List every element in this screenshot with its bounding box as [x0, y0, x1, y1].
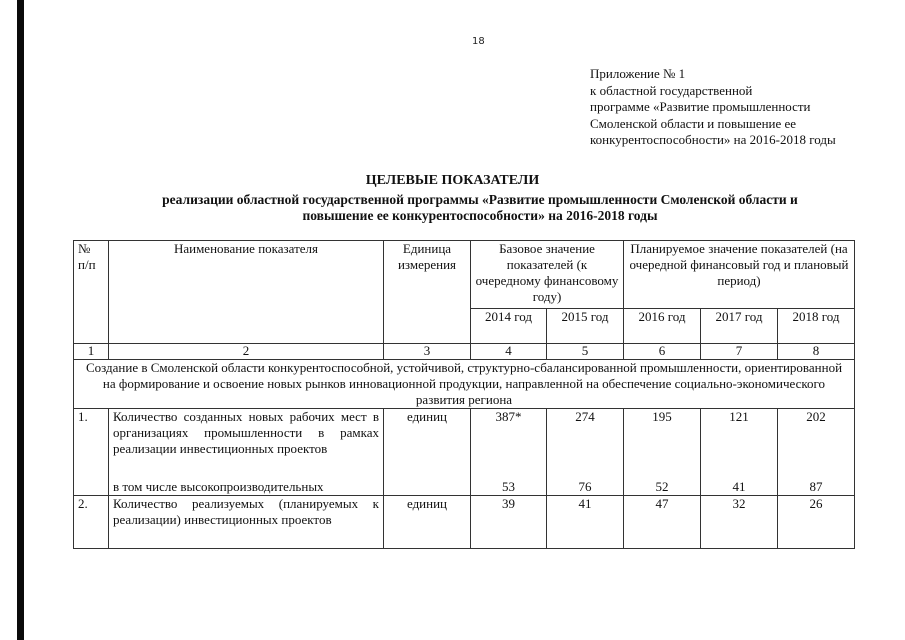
value: 47: [624, 496, 701, 549]
column-number: 3: [384, 344, 471, 360]
indicator-sub-name: в том числе высокопроизводительных: [113, 479, 324, 494]
row-unit: единиц: [384, 496, 471, 549]
indicators-table: [73, 240, 855, 549]
column-number-row: [74, 344, 855, 360]
sub-value: 76: [578, 479, 592, 494]
value: 387*: [495, 409, 522, 424]
column-number: 6: [624, 344, 701, 360]
column-number: 4: [471, 344, 547, 360]
value: 39: [471, 496, 547, 549]
sub-value: 53: [502, 479, 515, 494]
sub-value: 41: [732, 479, 746, 494]
header-year-2014: 2014 год: [471, 309, 547, 344]
table-row: [74, 496, 855, 549]
section-title: Создание в Смоленской области конкурентоспособной, устойчивой, структурно-сбалансированной промышленности, ориентированной на формирование и освоение новых рынков инновационной продукции, направленной на обеспечение социально-экономического развития региона: [74, 360, 855, 409]
header-name: Наименование показателя: [109, 241, 384, 344]
column-number: 2: [109, 344, 384, 360]
value-cell: [624, 409, 701, 496]
value: 274: [575, 409, 595, 424]
table-row: [74, 409, 855, 496]
indicator-name: Количество реализуемых (планируемых к реализации) инвестиционных проектов: [109, 496, 384, 549]
appendix-line: Приложение № 1: [590, 66, 686, 81]
value: 202: [806, 409, 826, 424]
header-base-value: Базовое значение показателей (к очередному финансовому году): [471, 241, 624, 309]
column-number: 1: [74, 344, 109, 360]
row-number: 1.: [74, 409, 109, 496]
value-cell: [701, 409, 778, 496]
row-unit: единиц: [384, 409, 471, 496]
value: 26: [778, 496, 855, 549]
value: 121: [729, 409, 749, 424]
scan-edge-bar: [17, 0, 24, 640]
header-year-2016: 2016 год: [624, 309, 701, 344]
column-number: 7: [701, 344, 778, 360]
subtitle-line-1: реализации областной государственной программы «Развитие промышленности Смоленской области и: [162, 192, 798, 207]
appendix-line: к областной государственной: [590, 82, 753, 98]
value-cell: [547, 409, 624, 496]
sub-value: 52: [655, 479, 669, 494]
appendix-line: конкурентоспособности» на 2016-2018 годы: [590, 132, 836, 147]
header-num: № п/п: [74, 241, 109, 344]
header-year-2017: 2017 год: [701, 309, 778, 344]
indicator-name: Количество созданных новых рабочих мест в организациях промышленности в рамках реализации инвестиционных проектов: [113, 409, 379, 456]
document-subtitle: [120, 192, 840, 224]
value: 32: [701, 496, 778, 549]
row-indicator-name: [109, 409, 384, 496]
document-title: ЦЕЛЕВЫЕ ПОКАЗАТЕЛИ: [365, 173, 540, 188]
appendix-line: программе «Развитие промышленности: [590, 99, 811, 114]
value-cell: [778, 409, 855, 496]
appendix-note: [590, 66, 836, 149]
appendix-line: Смоленской области и повышение ее: [590, 115, 797, 131]
sub-value: 87: [809, 479, 823, 494]
value: 41: [547, 496, 624, 549]
header-year-2018: 2018 год: [778, 309, 855, 344]
header-planned-value: Планируемое значение показателей (на очередной финансовый год и плановый период): [624, 241, 855, 309]
header-unit: Единица измерения: [384, 241, 471, 344]
subtitle-line-2: повышение ее конкурентоспособности» на 2016-2018 годы: [302, 208, 658, 223]
column-number: 8: [778, 344, 855, 360]
column-number: 5: [547, 344, 624, 360]
value: 195: [652, 409, 672, 424]
row-number: 2.: [74, 496, 109, 549]
value-cell: [471, 409, 547, 496]
page-number: 18: [472, 36, 485, 47]
header-year-2015: 2015 год: [547, 309, 624, 344]
